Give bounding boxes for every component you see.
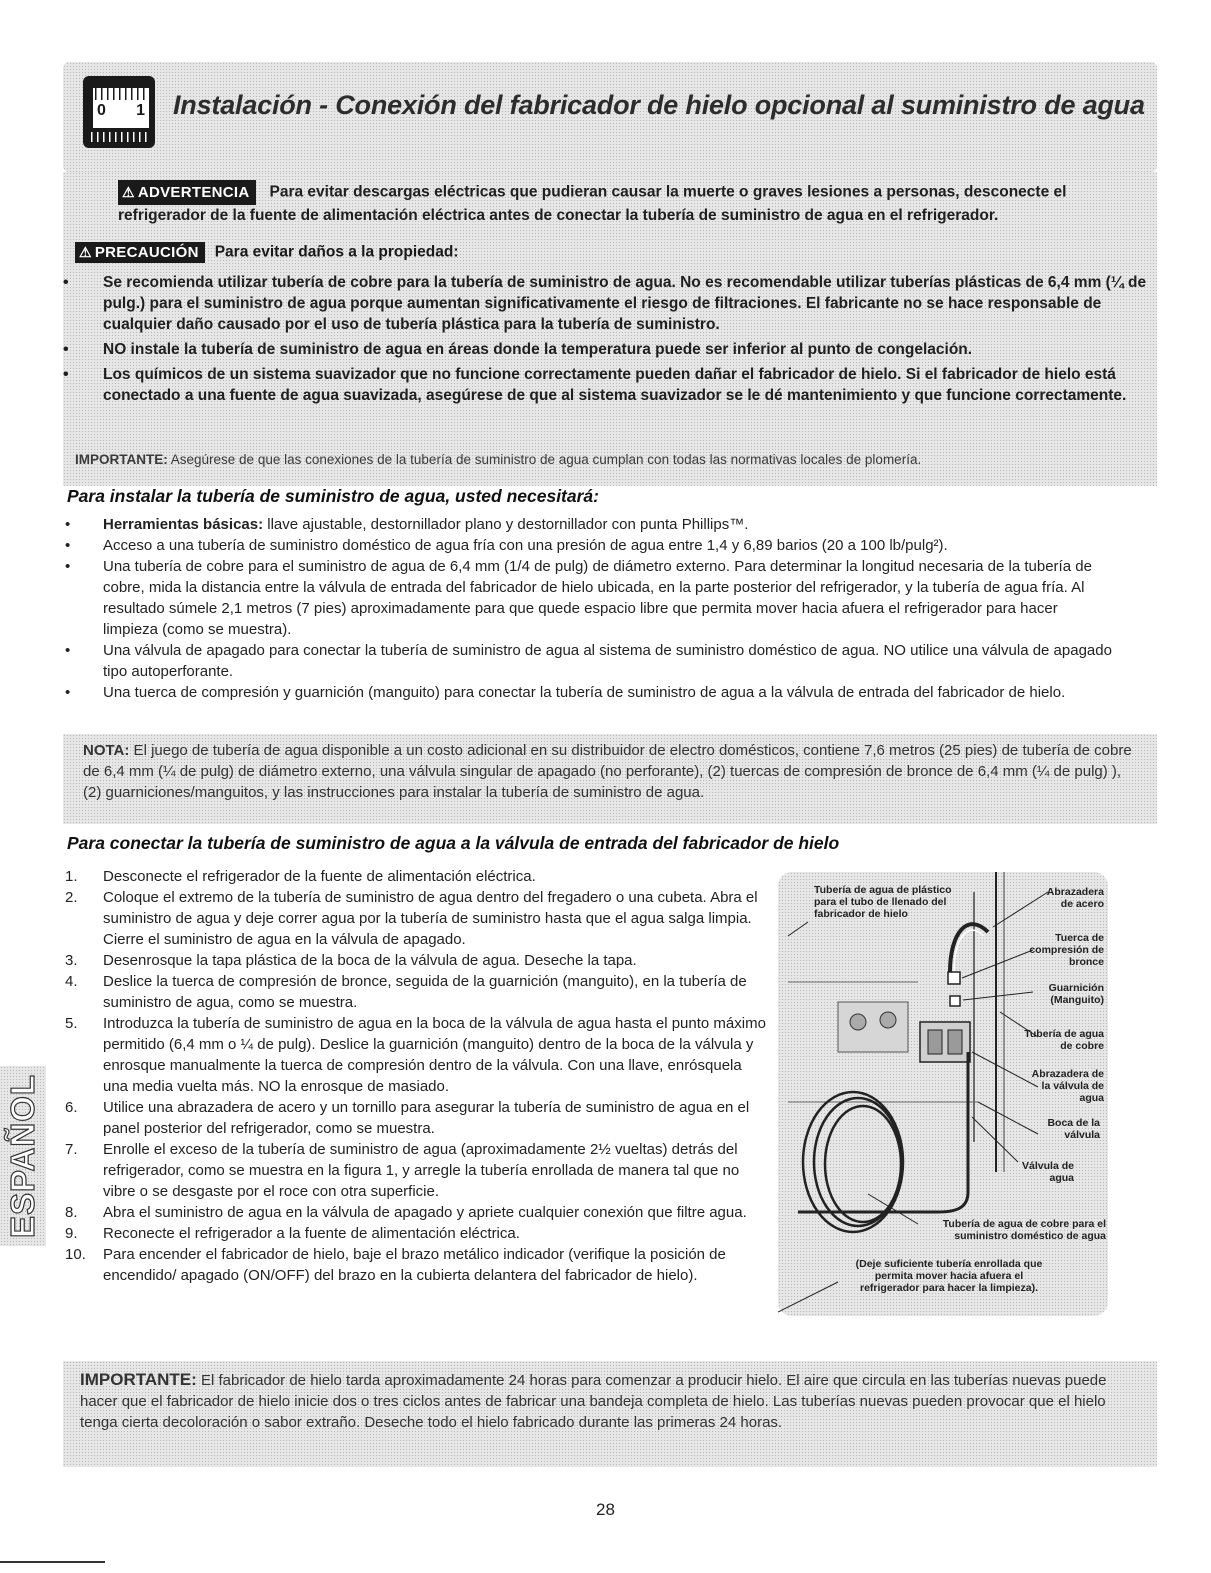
page-title [173,90,1145,121]
step-item: 7. Enrolle el exceso de la tubería de suministro de agua (aproximadamente 2½ vueltas) detrás del refrigerador, como se muestra en la figura 1, y arregle la tubería enrollada de manera tal que no vibre o se desgaste por el roce con otra superficie. [65,1141,740,1200]
label-water-valve: Válvula de agua [1022,1160,1074,1184]
important-bottom-text [80,1369,1140,1433]
footer-divider [0,1561,105,1563]
label-steel-clamp: Abrazadera de acero [1046,886,1104,910]
list-item: • Acceso a una tubería de suministro doméstico de agua fría con una presión de agua entre 1,4 y 6,89 barios (20 a 100 lb/pulg²). [65,535,1115,556]
warning-box [63,172,1157,232]
step-item: 1. Desconecte el refrigerador de la fuente de alimentación eléctrica. [65,868,536,885]
language-tab-label: ESPAÑOL [4,1073,41,1239]
steps-list [65,866,770,1286]
step-item: 6. Utilice una abrazadera de acero y un tornillo para asegurar la tubería de suministro de agua en el panel posterior del refrigerador, como se muestra. [65,1099,750,1137]
label-plastic-tube: Tubería de agua de plástico para el tubo de llenado del fabricador de hielo [814,884,952,920]
label-sleeve: Guarnición (Manguito) [1048,982,1104,1006]
important-bottom-label: IMPORTANTE: [80,1370,197,1389]
label-coil-note: (Deje suficiente tubería enrollada que permita mover hacia afuera el refrigerador para hacer la limpieza). [855,1258,1043,1294]
label-copper-tube: Tubería de agua de cobre [1024,1028,1104,1052]
caution-item: • Los químicos de un sistema suavizador que no funcione correctamente pueden dañar el fabricador de hielo. Si el fabricador de hielo está conectado a una fuente de agua suavizada, asegúrese de que al sistema suavizador se le dé mantenimiento y que funcione correctamente. [63,364,1153,406]
list-item: • Una válvula de apagado para conectar la tubería de suministro de agua al sistema de suministro doméstico de agua. NO utilice una válvula de apagado tipo autoperforante. [65,640,1115,682]
warning-message: Para evitar descargas eléctricas que pudieran causar la muerte o graves lesiones a personas, desconecte el refrigerador de la fuente de alimentación eléctrica antes de conectar la tubería de suministro de agua en el refrigerador. [118,183,1067,224]
step-item: 9. Reconecte el refrigerador a la fuente de alimentación eléctrica. [65,1225,520,1242]
nota-body: El juego de tubería de agua disponible a un costo adicional en su distribuidor de electro domésticos, contiene 7,6 metros (25 pies) de tubería de cobre de 6,4 mm (¼ de pulg) de diámetro externo, una válvula singular de apagado (no perforante), (2) tuercas de compresión de bronce de 6,4 mm (¼ de pulg) ), (2) guarniciones/manguitos, y las instrucciones para instalar la tubería de suministro de agua. [83,742,1132,801]
step-item: 10. Para encender el fabricador de hielo, baje el brazo metálico indicador (verifique la posición de encendido/ apagado (ON/OFF) del brazo en la cubierta delantera del fabricador de hielo). [65,1246,726,1284]
important-box [63,1361,1157,1467]
caution-heading-text: Para evitar daños a la propiedad: [214,243,459,261]
label-valve-inlet: Boca de la válvula [1047,1117,1100,1141]
nota-label: NOTA: [83,742,130,759]
caution-list [63,272,1153,410]
requirements-list [65,514,1115,703]
warning-triangle-icon: ⚠ [122,184,135,200]
label-supply-tube: Tubería de agua de cobre para el suministro doméstico de agua [942,1218,1106,1242]
important-label: IMPORTANTE: [75,452,168,467]
step-item: 5. Introduzca la tubería de suministro de agua en la boca de la válvula de agua hasta el punto máximo permitido (6,4 mm o ¼ de pulg). Deslice la guarnición (manguito) dentro de la boca de la válvula y enrosque manualmente la tuerca de compresión dentro de la válvula. Con una llave, enrósquela una media vuelta más. NO la enrosque de masiado. [65,1015,766,1095]
label-brass-nut: Tuerca de compresión de bronce [1029,932,1104,968]
page-header [63,62,1157,172]
nota-box [63,734,1157,824]
list-item [65,514,1115,535]
page-title-sub: - Conexión del fabricador de hielo opcional al suministro de agua [311,90,1145,120]
page-title-main: Instalación [173,90,312,120]
caution-heading [75,242,458,263]
step-item: 4. Deslice la tuerca de compresión de bronce, seguida de la guarnición (manguito), en la tubería de suministro de agua, como se muestra. [65,973,747,1011]
step-item: 8. Abra el suministro de agua en la válvula de apagado y apriete cualquier conexión que filtre agua. [65,1204,747,1221]
tools-text: llave ajustable, destornillador plano y destornillador con punta Phillips™. [263,516,749,533]
ruler-icon [83,76,155,148]
list-item: • Una tubería de cobre para el suministro de agua de 6,4 mm (1/4 de pulg) de diámetro externo. Para determinar la longitud necesaria de la tubería de cobre, mida la distancia entre la válvula de entrada del fabricador de hielo ubicada, en la parte posterior del refrigerador, y la tubería de agua fría. Al resultado súmele 2,1 metros (7 pies) aproximadamente para que quede espacio libre que permita mover hacia afuera el refrigerador para hacer limpieza (como se muestra). [65,556,1115,640]
caution-box [63,232,1157,486]
section-title-connection: Para conectar la tubería de suministro de agua a la válvula de entrada del fabricador de hielo [67,833,840,853]
nota-text [83,740,1138,803]
tools-label: Herramientas básicas: [103,516,264,533]
caution-triangle-icon: ⚠ [79,244,92,260]
caution-item: • Se recomienda utilizar tubería de cobre para la tubería de suministro de agua. No es recomendable utilizar tuberías plásticas de 6,4 mm (¼ de pulg.) para el suministro de agua porque aumentan significativamente el riesgo de filtraciones. El fabricante no se hace responsable de cualquier daño causado por el uso de tubería plástica para la tubería de suministro. [63,272,1153,335]
ruler-number-left: 0 [97,102,106,119]
important-bottom-body: El fabricador de hielo tarda aproximadamente 24 horas para comenzar a producir hielo. El aire que circula en las tuberías nuevas puede hacer que el fabricador de hielo inicie dos o tres ciclos antes de fabricar una bandeja completa de hielo. Las tuberías nuevas pueden provocar que el hielo tenga cierta decoloración o sabor extraño. Deseche todo el hielo fabricado durante las primeras 24 horas. [80,1372,1107,1431]
caution-item: • NO instale la tubería de suministro de agua en áreas donde la temperatura puede ser inferior al punto de congelación. [63,339,1153,360]
water-line-diagram [778,872,1108,1316]
important-text: Asegúrese de que las conexiones de la tubería de suministro de agua cumplan con todas las normativas locales de plomería. [167,452,922,467]
section-title-requirements: Para instalar la tubería de suministro de agua, usted necesitará: [67,486,599,506]
plumbing-important-note [75,452,921,467]
language-side-tab [0,1066,46,1246]
warning-text [118,180,1138,226]
step-item: 2. Coloque el extremo de la tubería de suministro de agua dentro del fregadero o una cubeta. Abra el suministro de agua y deje correr agua por la tubería de suministro hasta que el agua salga limpia. Cierre el suministro de agua en la válvula de apagado. [65,889,758,948]
label-valve-clamp: Abrazadera de la válvula de agua [1031,1068,1104,1104]
list-item: • Una tuerca de compresión y guarnición (manguito) para conectar la tubería de suministro de agua a la válvula de entrada del fabricador de hielo. [65,682,1115,703]
step-item: 3. Desenrosque la tapa plástica de la boca de la válvula de agua. Deseche la tapa. [65,952,637,969]
warning-badge: ⚠ ADVERTENCIA [118,180,256,205]
ruler-number-right: 1 [136,102,145,119]
page-number: 28 [596,1500,615,1519]
caution-badge: ⚠ PRECAUCIÓN [75,242,205,263]
